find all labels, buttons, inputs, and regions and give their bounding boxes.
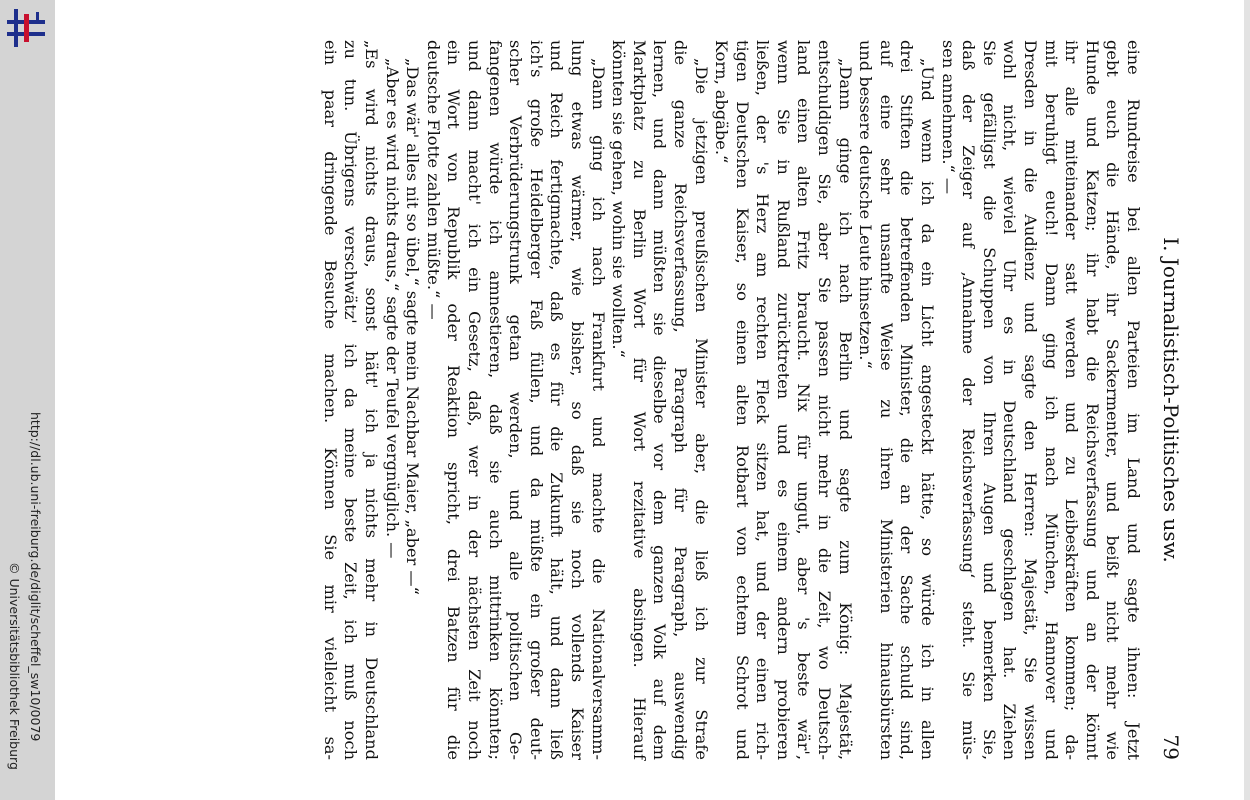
text-line: ein paar dringende Besuche machen. Können Sie mir vielleicht sa- bbox=[320, 40, 340, 760]
text-line: „Das wär' alles nit so übel,“ sagte mein Nachbar Maier, „aber —“ bbox=[403, 58, 423, 595]
running-header bbox=[1157, 40, 1183, 760]
text-line: ließen, der 's Herz am rechten Fleck sitzen hat, und der einen rich- bbox=[753, 40, 773, 760]
text-line: drei Stiften die betreffenden Minister, die an der Sache schuld sind, bbox=[897, 40, 917, 760]
text-line: wenn Sie in Rußland zurücktreten und es einem andern probieren bbox=[773, 40, 793, 760]
text-line: „Dann ginge ich nach Berlin und sagte zum König: Majestät, bbox=[835, 58, 855, 760]
text-line: könnten sie gehen, wohin sie wollten.“ bbox=[609, 40, 629, 358]
viewer-sidebar bbox=[0, 0, 55, 800]
text-line: auf eine sehr unsanfte Weise zu ihren Ministerien hinausbürsten bbox=[876, 40, 896, 760]
text-line: Hunde und Katzen; ihr habt die Reichsverfassung und an der könnt bbox=[1082, 40, 1102, 760]
body-text bbox=[319, 40, 1143, 760]
ub-freiburg-logo-icon[interactable] bbox=[4, 6, 48, 50]
text-line: tigen Deutschen Kaiser, so einen alten Rotbart von echtem Schrot und bbox=[732, 40, 752, 760]
text-line: „Dann ging ich nach Frankfurt und machte die Nationalversamm- bbox=[588, 58, 608, 760]
text-line: Marktplatz zu Berlin Wort für Wort rezitative absingen. Hierauf bbox=[629, 40, 649, 760]
source-url[interactable]: http://dl.ub.uni-freiburg.de/diglit/scheffel_sw10/0079 bbox=[28, 412, 43, 742]
text-line: fangenen würde ich amnestieren, daß sie auch mittrinken könnten; bbox=[485, 40, 505, 760]
text-line: gebt euch die Hände, ihr Sackermenter, und beißt nicht mehr wie bbox=[1103, 40, 1123, 760]
text-line: scher Verbrüderungstrunk getan werden, und alle politischen Ge- bbox=[506, 40, 526, 760]
text-line: sen annehmen.“ — bbox=[938, 40, 958, 195]
text-line: eine Rundreise bei allen Parteien im Land und sagte ihnen: Jetzt bbox=[1124, 40, 1143, 760]
text-line: deutsche Flotte zahlen müßte.“ — bbox=[423, 40, 443, 320]
text-line: lernen, und dann müßten sie dieselbe vor dem ganzen Volk auf dem bbox=[650, 40, 670, 760]
text-line: mit beruhigt euch! Dann ging ich nach München, Hannover und bbox=[1041, 40, 1061, 760]
text-line: land einen alten Fritz braucht. Nix für ungut, aber 's beste wär', bbox=[794, 40, 814, 760]
scanned-page bbox=[143, 40, 1183, 760]
text-line: Korn, abgäbe.“ bbox=[712, 40, 732, 164]
text-line: und bessere deutsche Leute hinsetzen.“ bbox=[856, 40, 876, 369]
text-line: „Die jetzigen preußischen Minister aber, die ließ ich zur Strafe bbox=[691, 58, 711, 760]
text-line: ich's große Heidelberger Faß füllen, und da müßte ein großer deut- bbox=[526, 40, 546, 760]
text-line: und Reich fertigmachte, daß es für die Zukunft hält, und dann ließ bbox=[547, 40, 567, 760]
text-line: die ganze Reichsverfassung, Paragraph für Paragraph, auswendig bbox=[670, 40, 690, 760]
page-number: 79 bbox=[1159, 734, 1183, 760]
text-line: lung etwas wärmer, wie bisher, so daß sie noch vollends Kaiser bbox=[567, 40, 587, 760]
text-line: wohl nicht, wieviel Uhr es in Deutschland geschlagen hat. Ziehen bbox=[1000, 40, 1020, 760]
text-line: daß der Zeiger auf ‚Annahme der Reichsverfassung‘ steht. Sie müs- bbox=[959, 40, 979, 760]
viewer-right-edge bbox=[1244, 0, 1250, 800]
text-line: ein Wort von Republik oder Reaktion spricht, drei Batzen für die bbox=[444, 40, 464, 760]
header-title: I. Journalistisch-Politisches usw. bbox=[1159, 237, 1183, 563]
text-line: ihr alle miteinander satt werden und zu Leibeskräften kommen; da- bbox=[1062, 40, 1082, 760]
text-line: Sie gefälligst die Schuppen von Ihren Augen und bemerken Sie, bbox=[979, 40, 999, 760]
text-line: „Aber es wird nichts draus,“ sagte der Teufel vergnüglich. — bbox=[382, 58, 402, 559]
text-line: „Und wenn ich da ein Licht angesteckt hätte, so würde ich in allen bbox=[918, 58, 938, 760]
text-line: zu tun. Übrigens verschwätz' ich da meine beste Zeit, ich muß noch bbox=[341, 40, 361, 760]
text-line: Dresden in die Audienz und sagte den Herren: Majestät, Sie wissen bbox=[1021, 40, 1041, 760]
copyright-notice: © Universitätsbibliothek Freiburg bbox=[7, 562, 22, 770]
text-line: und dann macht' ich ein Gesetz, daß, wer in der nächsten Zeit noch bbox=[465, 40, 484, 760]
text-line: „Es wird nichts draus, sonst hätt' ich ja nichts mehr in Deutschland bbox=[362, 40, 382, 760]
text-line: entschuldigen Sie, aber Sie passen nicht mehr in die Zeit, wo Deutsch- bbox=[815, 40, 835, 760]
